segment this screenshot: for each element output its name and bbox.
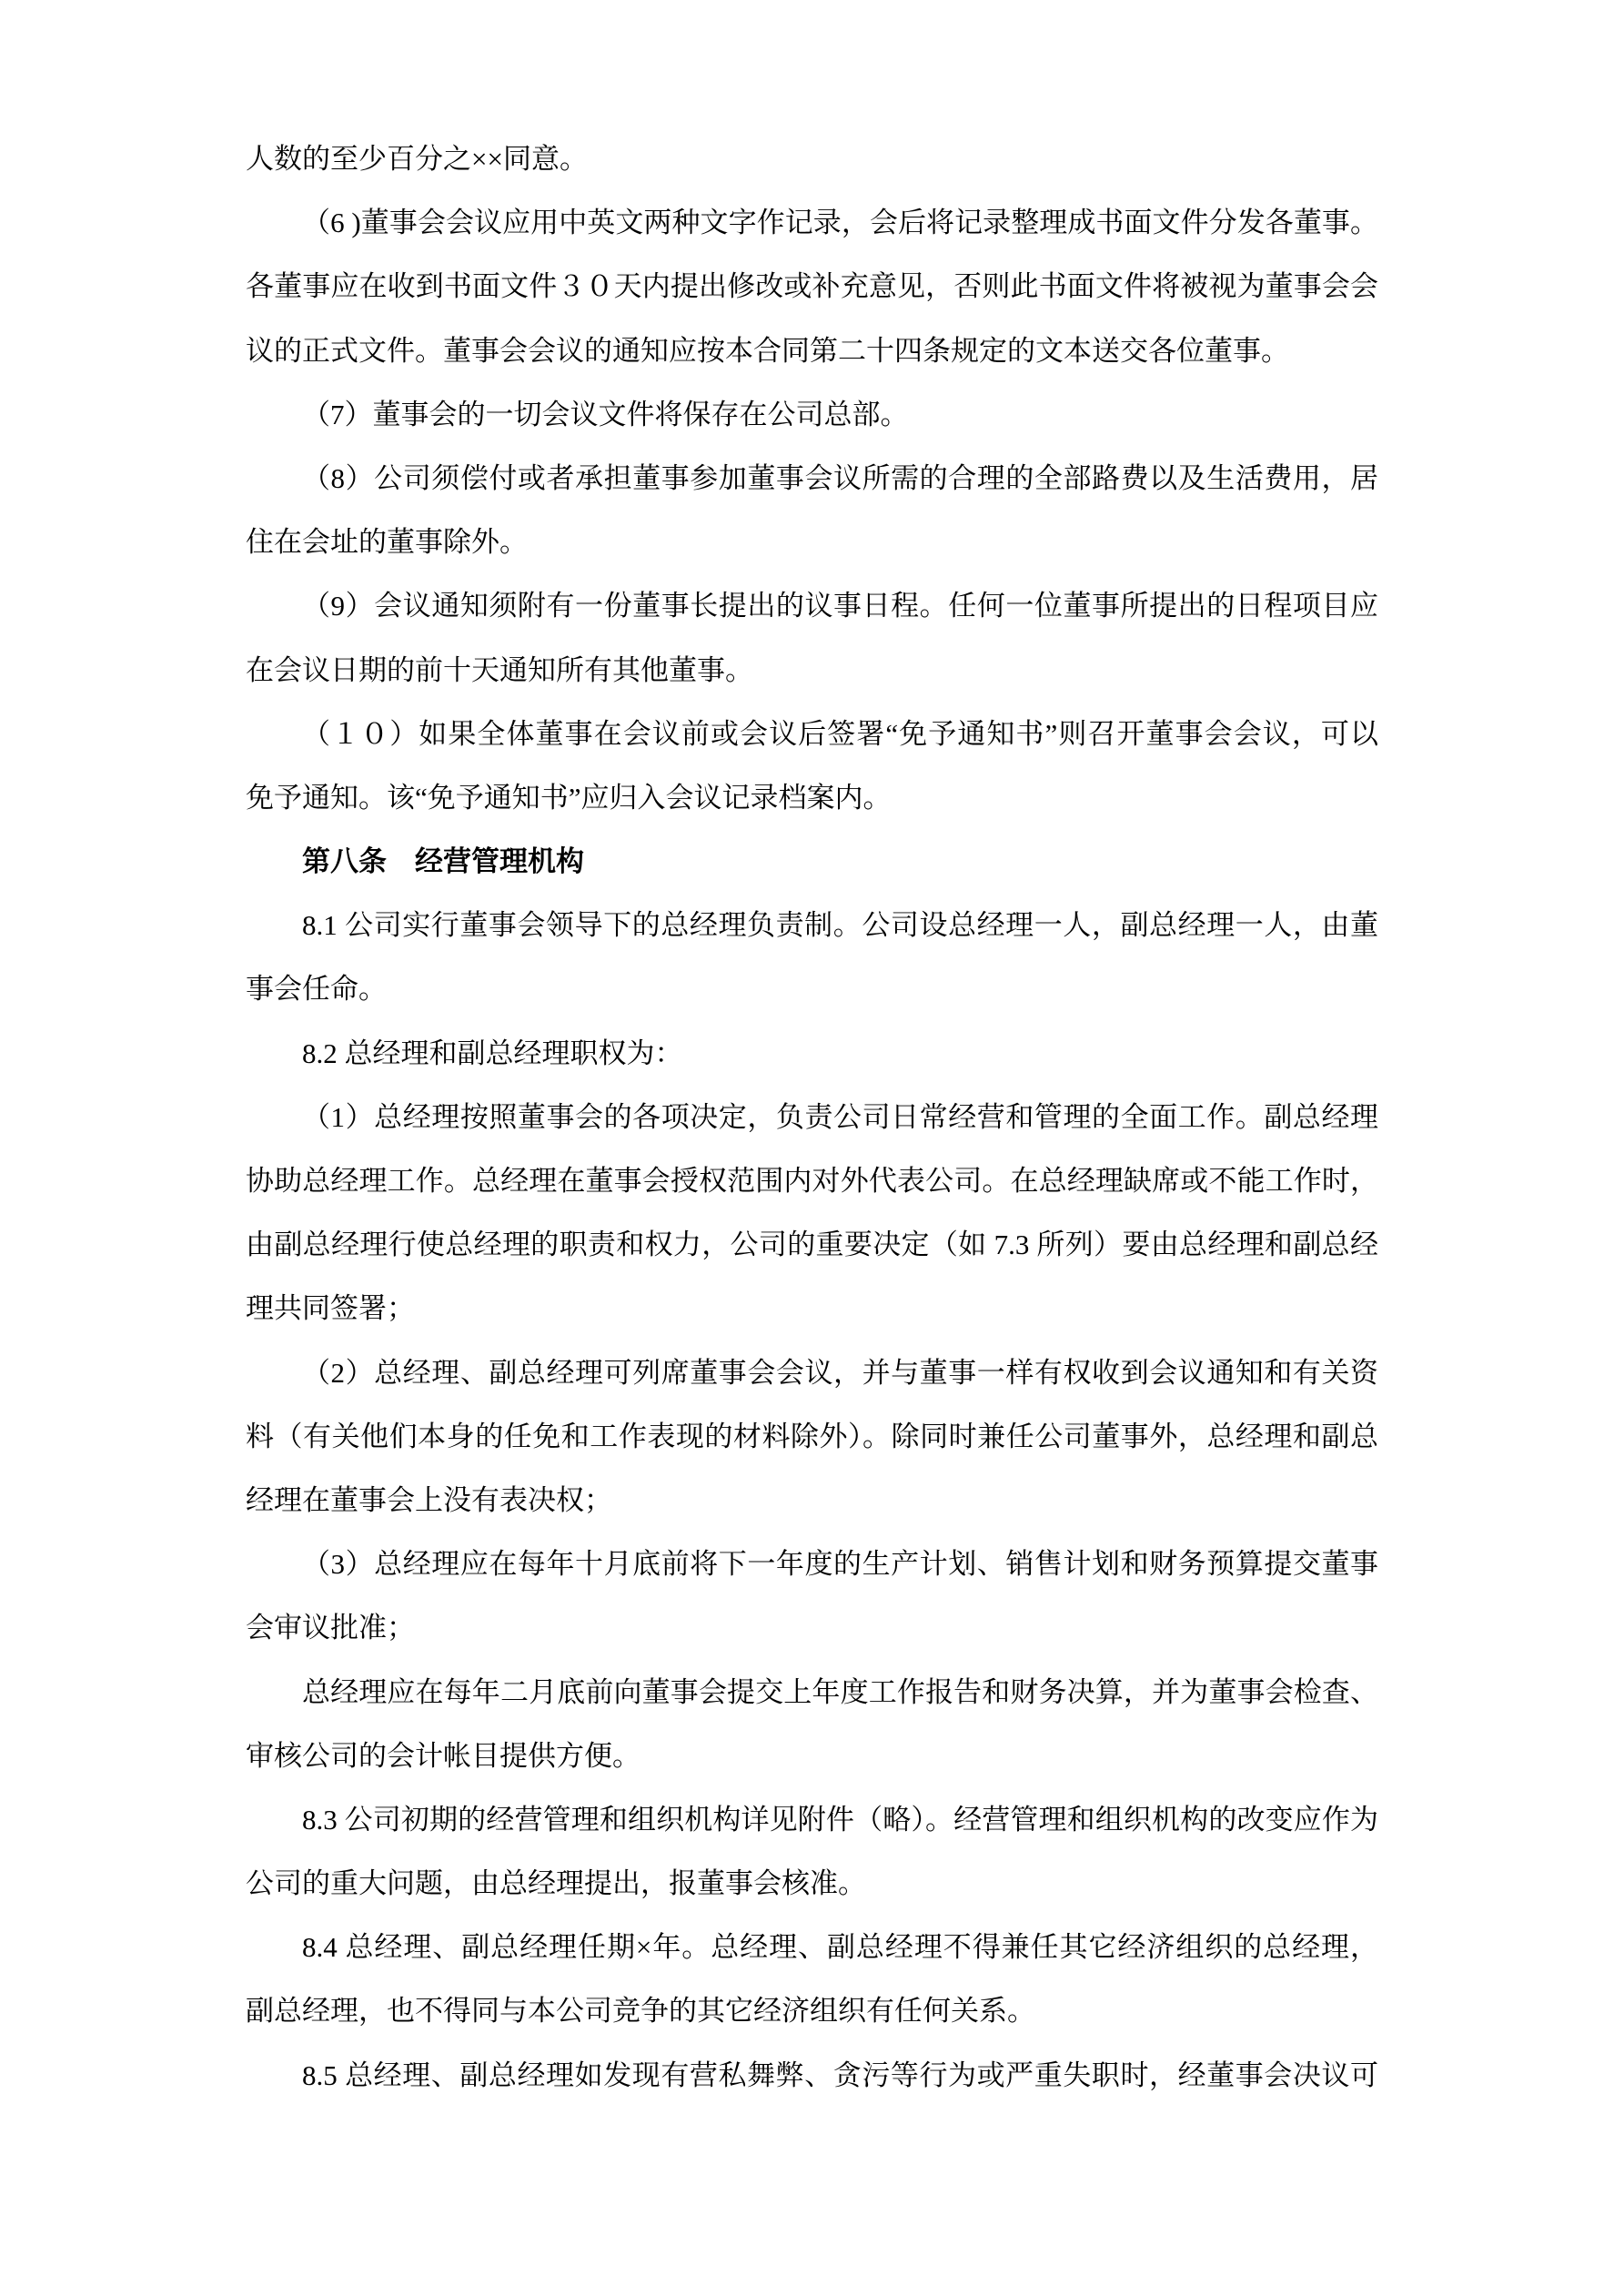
document-line: 由副总经理行使总经理的职责和权力，公司的重要决定（如 7.3 所列）要由总经理和副总经 [246,1229,1378,1261]
document-line: （１０）如果全体董事在会议前或会议后签署“免予通知书”则召开董事会会议，可以 [302,717,1378,750]
document-line: （1）总经理按照董事会的各项决定，负责公司日常经营和管理的全面工作。副总经理 [302,1100,1378,1133]
document-line: （8）公司须偿付或者承担董事参加董事会议所需的合理的全部路费以及生活费用，居 [302,461,1378,494]
document-line: 事会任命。 [246,973,387,1006]
document-line: 各董事应在收到书面文件３０天内提出修改或补充意见，否则此书面文件将被视为董事会会 [246,270,1378,303]
document-line: 总经理应在每年二月底前向董事会提交上年度工作报告和财务决算，并为董事会检查、 [302,1675,1378,1708]
document-line: 8.3 公司初期的经营管理和组织机构详见附件（略）。经营管理和组织机构的改变应作为 [302,1803,1378,1836]
document-line: （7）董事会的一切会议文件将保存在公司总部。 [302,398,909,430]
document-line: 人数的至少百分之××同意。 [246,143,588,175]
document-line: 会审议批准； [246,1612,415,1644]
document-line: 8.4 总经理、副总经理任期×年。总经理、副总经理不得兼任其它经济组织的总经理， [302,1931,1378,1964]
section-heading: 第八条 经营管理机构 [302,845,584,878]
document-line: 副总经理，也不得同与本公司竞争的其它经济组织有任何关系。 [246,1995,1035,2028]
document-line: 公司的重大问题，由总经理提出，报董事会核准。 [246,1867,866,1900]
document-line: 理共同签署； [246,1292,415,1325]
document-line: 在会议日期的前十天通知所有其他董事。 [246,653,753,686]
document-line: 料（有关他们本身的任免和工作表现的材料除外）。除同时兼任公司董事外，总经理和副总 [246,1420,1378,1452]
document-line: （6 )董事会会议应用中英文两种文字作记录，会后将记录整理成书面文件分发各董事。 [302,207,1378,239]
document-line: 8.1 公司实行董事会领导下的总经理负责制。公司设总经理一人，副总经理一人，由董 [302,909,1378,942]
document-line: （3）总经理应在每年十月底前将下一年度的生产计划、销售计划和财务预算提交董事 [302,1548,1378,1581]
document-line: 8.2 总经理和副总经理职权为： [302,1037,683,1069]
document-line: 经理在董事会上没有表决权； [246,1483,612,1516]
document-text-block [246,127,1378,2108]
document-line: （9）会议通知须附有一份董事长提出的议事日程。任何一位董事所提出的日程项目应 [302,590,1378,622]
document-line: 协助总经理工作。总经理在董事会授权范围内对外代表公司。在总经理缺席或不能工作时， [246,1165,1378,1197]
document-line: 8.5 总经理、副总经理如发现有营私舞弊、贪污等行为或严重失职时，经董事会决议可 [302,2058,1378,2091]
document-line: 议的正式文件。董事会会议的通知应按本合同第二十四条规定的文本送交各位董事。 [246,334,1289,367]
document-line: 住在会址的董事除外。 [246,526,528,559]
document-line: 免予通知。该“免予通知书”应归入会议记录档案内。 [246,781,892,814]
document-line: 审核公司的会计帐目提供方便。 [246,1739,641,1772]
document-line: （2）总经理、副总经理可列席董事会会议，并与董事一样有权收到会议通知和有关资 [302,1356,1378,1389]
